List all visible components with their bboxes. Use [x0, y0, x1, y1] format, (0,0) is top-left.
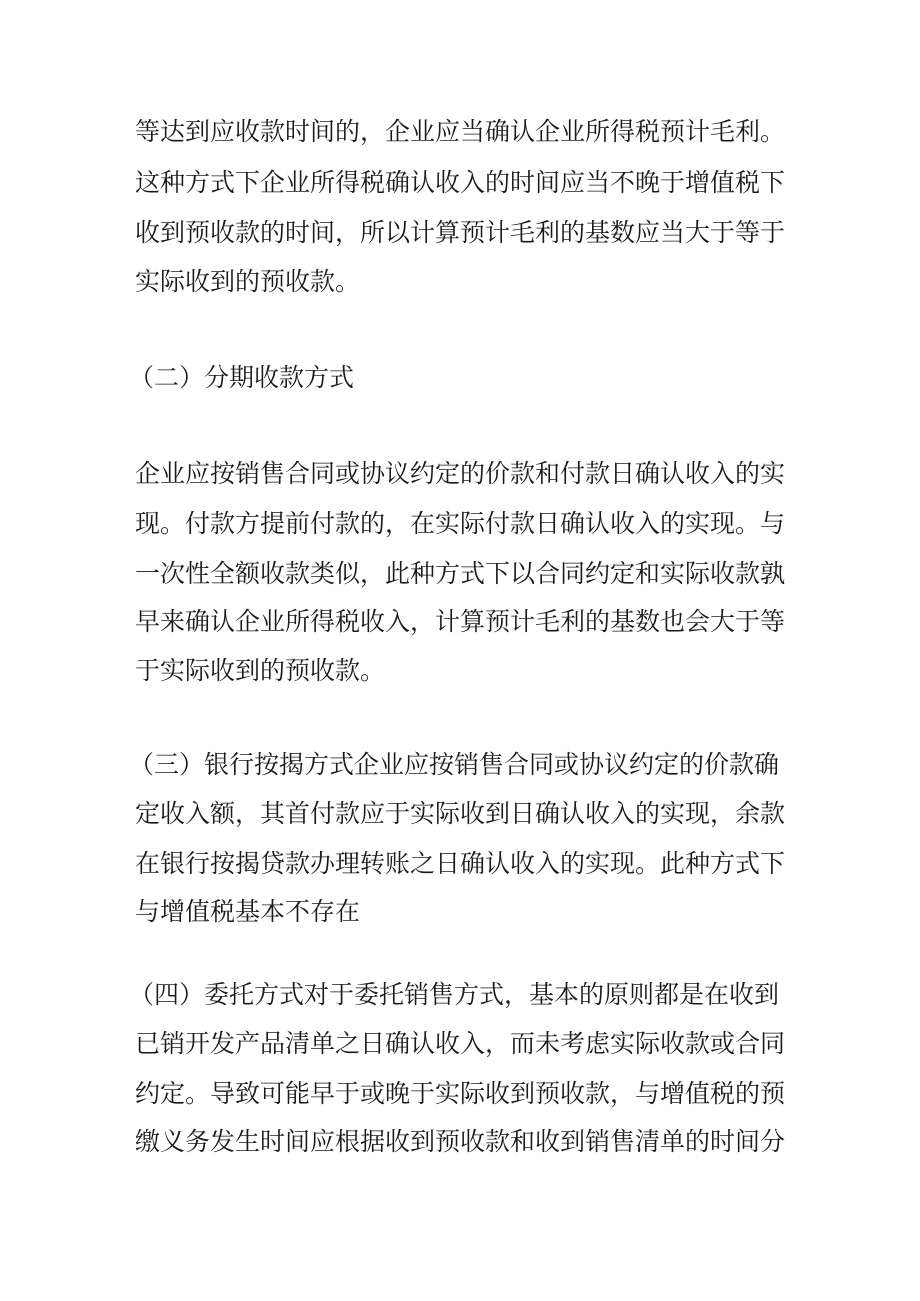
paragraph-3-line-4: 与增值税基本不存在	[135, 897, 361, 926]
paragraph-1-line-2: 这种方式下企业所得税确认收入的时间应当不晚于增值税下	[135, 168, 786, 197]
paragraph-3-line-3: 在银行按揭贷款办理转账之日确认收入的实现。此种方式下	[135, 849, 786, 878]
paragraph-2-line-2: 现。付款方提前付款的，在实际付款日确认收入的实现。与	[135, 509, 786, 538]
paragraph-2-line-4: 早来确认企业所得税收入，计算预计毛利的基数也会大于等	[135, 607, 786, 636]
paragraph-4-line-4: 缴义务发生时间应根据收到预收款和收到销售清单的时间分	[135, 1127, 786, 1156]
paragraph-2-line-1: 企业应按销售合同或协议约定的价款和付款日确认收入的实	[135, 459, 786, 488]
paragraph-1-line-1: 等达到应收款时间的，企业应当确认企业所得税预计毛利。	[135, 117, 786, 146]
paragraph-3-line-2: 定收入额，其首付款应于实际收到日确认收入的实现，余款	[135, 799, 786, 828]
paragraph-2-line-3: 一次性全额收款类似，此种方式下以合同约定和实际收款孰	[135, 559, 786, 588]
paragraph-1-line-4: 实际收到的预收款。	[135, 267, 361, 296]
paragraph-4-line-1: （四）委托方式对于委托销售方式，基本的原则都是在收到	[129, 980, 780, 1009]
paragraph-4-line-2: 已销开发产品清单之日确认收入，而未考虑实际收款或合同	[135, 1029, 786, 1058]
section-heading-installment: （二）分期收款方式	[129, 363, 355, 392]
paragraph-2-line-5: 于实际收到的预收款。	[135, 656, 386, 685]
paragraph-1-line-3: 收到预收款的时间，所以计算预计毛利的基数应当大于等于	[135, 218, 786, 247]
paragraph-3-line-1: （三）银行按揭方式企业应按销售合同或协议约定的价款确	[129, 750, 780, 779]
paragraph-4-line-3: 约定。导致可能早于或晚于实际收到预收款，与增值税的预	[135, 1079, 786, 1108]
